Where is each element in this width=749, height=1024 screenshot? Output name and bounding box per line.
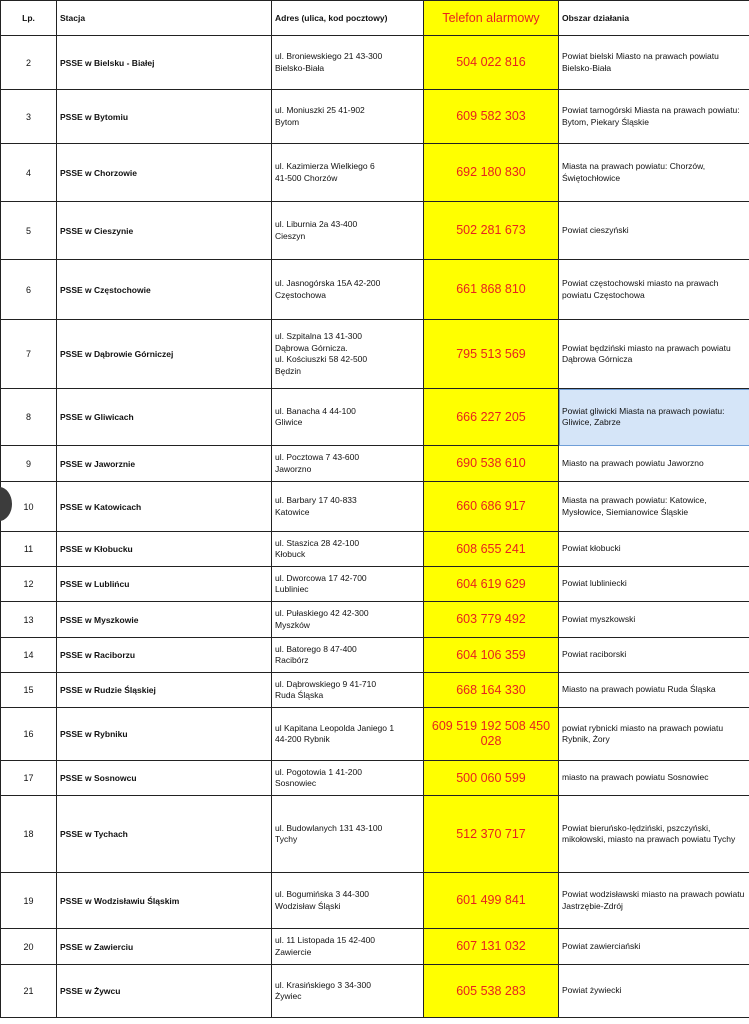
header-adres: Adres (ulica, kod pocztowy) <box>272 1 424 36</box>
row-telefon[interactable]: 601 499 841 <box>424 873 559 929</box>
row-telefon[interactable]: 690 538 610 <box>424 446 559 482</box>
row-telefon[interactable]: 607 131 032 <box>424 929 559 965</box>
row-telefon[interactable]: 504 022 816 <box>424 36 559 90</box>
row-lp: 13 <box>1 602 57 638</box>
row-obszar: powiat rybnicki miasto na prawach powiatu Rybnik, Żory <box>559 708 749 761</box>
row-lp: 6 <box>1 260 57 320</box>
row-obszar: Powiat tarnogórski Miasta na prawach powiatu: Bytom, Piekary Śląskie <box>559 90 749 144</box>
row-lp: 4 <box>1 144 57 202</box>
row-stacja: PSSE w Raciborzu <box>57 638 272 673</box>
row-adres: ul. Bogumińska 3 44-300 Wodzisław Śląski <box>272 873 424 929</box>
row-telefon[interactable]: 605 538 283 <box>424 965 559 1018</box>
row-lp: 3 <box>1 90 57 144</box>
table-row <box>1 602 749 638</box>
row-lp: 17 <box>1 761 57 796</box>
row-obszar: Powiat wodzisławski miasto na prawach powiatu Jastrzębie-Zdrój <box>559 873 749 929</box>
row-telefon[interactable]: 666 227 205 <box>424 389 559 446</box>
row-stacja: PSSE w Bielsku - Białej <box>57 36 272 90</box>
row-stacja: PSSE w Cieszynie <box>57 202 272 260</box>
row-obszar: Miasto na prawach powiatu Jaworzno <box>559 446 749 482</box>
row-telefon[interactable]: 660 686 917 <box>424 482 559 532</box>
header-stacja: Stacja <box>57 1 272 36</box>
table-row <box>1 929 749 965</box>
row-telefon[interactable]: 609 582 303 <box>424 90 559 144</box>
row-adres: ul. Jasnogórska 15A 42-200 Częstochowa <box>272 260 424 320</box>
row-obszar: Powiat częstochowski miasto na prawach powiatu Częstochowa <box>559 260 749 320</box>
table-row <box>1 90 749 144</box>
row-stacja: PSSE w Jaworznie <box>57 446 272 482</box>
row-stacja: PSSE w Wodzisławiu Śląskim <box>57 873 272 929</box>
row-adres: ul. Banacha 4 44-100 Gliwice <box>272 389 424 446</box>
row-adres: ul. Szpitalna 13 41-300 Dąbrowa Górnicza. ul. Kościuszki 58 42-500 Będzin <box>272 320 424 389</box>
row-stacja: PSSE w Lublińcu <box>57 567 272 602</box>
row-adres: ul. Batorego 8 47-400 Racibórz <box>272 638 424 673</box>
row-adres: ul. Krasińskiego 3 34-300 Żywiec <box>272 965 424 1018</box>
row-adres: ul. Pogotowia 1 41-200 Sosnowiec <box>272 761 424 796</box>
row-adres: ul. Pułaskiego 42 42-300 Myszków <box>272 602 424 638</box>
table-row <box>1 482 749 532</box>
row-stacja: PSSE w Rybniku <box>57 708 272 761</box>
row-obszar: miasto na prawach powiatu Sosnowiec <box>559 761 749 796</box>
table-row <box>1 260 749 320</box>
table-row <box>1 761 749 796</box>
row-obszar: Miasta na prawach powiatu: Katowice, Mysłowice, Siemianowice Śląskie <box>559 482 749 532</box>
row-stacja: PSSE w Tychach <box>57 796 272 873</box>
row-lp: 20 <box>1 929 57 965</box>
row-telefon[interactable]: 795 513 569 <box>424 320 559 389</box>
header-obszar: Obszar działania <box>559 1 749 36</box>
row-obszar: Powiat gliwicki Miasta na prawach powiatu: Gliwice, Zabrze <box>559 389 749 446</box>
table-row <box>1 446 749 482</box>
table-row <box>1 567 749 602</box>
row-lp: 8 <box>1 389 57 446</box>
row-stacja: PSSE w Dąbrowie Górniczej <box>57 320 272 389</box>
row-telefon[interactable]: 603 779 492 <box>424 602 559 638</box>
table-row <box>1 673 749 708</box>
table-row <box>1 708 749 761</box>
row-adres: ul. Liburnia 2a 43-400 Cieszyn <box>272 202 424 260</box>
row-adres: ul. Dworcowa 17 42-700 Lubliniec <box>272 567 424 602</box>
header-telefon: Telefon alarmowy <box>424 1 559 36</box>
row-adres: ul. Barbary 17 40-833 Katowice <box>272 482 424 532</box>
row-lp: 9 <box>1 446 57 482</box>
table-row <box>1 873 749 929</box>
row-obszar: Powiat cieszyński <box>559 202 749 260</box>
row-adres: ul. Moniuszki 25 41-902 Bytom <box>272 90 424 144</box>
row-stacja: PSSE w Myszkowie <box>57 602 272 638</box>
row-obszar: Powiat lubliniecki <box>559 567 749 602</box>
row-stacja: PSSE w Częstochowie <box>57 260 272 320</box>
row-adres: ul. Kazimierza Wielkiego 6 41-500 Chorzów <box>272 144 424 202</box>
table-row <box>1 144 749 202</box>
row-stacja: PSSE w Chorzowie <box>57 144 272 202</box>
row-telefon[interactable]: 604 619 629 <box>424 567 559 602</box>
row-lp: 21 <box>1 965 57 1018</box>
row-adres: ul. Pocztowa 7 43-600 Jaworzno <box>272 446 424 482</box>
table-row <box>1 532 749 567</box>
row-obszar: Powiat żywiecki <box>559 965 749 1018</box>
row-obszar: Powiat bielski Miasto na prawach powiatu Bielsko-Biała <box>559 36 749 90</box>
row-obszar: Powiat kłobucki <box>559 532 749 567</box>
row-obszar: Powiat myszkowski <box>559 602 749 638</box>
header-lp: Lp. <box>1 1 57 36</box>
row-adres: ul. Staszica 28 42-100 Kłobuck <box>272 532 424 567</box>
row-telefon[interactable]: 692 180 830 <box>424 144 559 202</box>
table-row <box>1 638 749 673</box>
row-lp: 5 <box>1 202 57 260</box>
row-lp: 10 <box>1 482 57 532</box>
row-telefon[interactable]: 608 655 241 <box>424 532 559 567</box>
table-row <box>1 389 749 446</box>
row-stacja: PSSE w Gliwicach <box>57 389 272 446</box>
row-stacja: PSSE w Zawierciu <box>57 929 272 965</box>
row-telefon[interactable]: 502 281 673 <box>424 202 559 260</box>
row-lp: 11 <box>1 532 57 567</box>
row-adres: ul. Budowlanych 131 43-100 Tychy <box>272 796 424 873</box>
row-lp: 14 <box>1 638 57 673</box>
row-obszar: Powiat bieruńsko-lędziński, pszczyński, mikołowski, miasto na prawach powiatu Tychy <box>559 796 749 873</box>
header-row <box>1 1 749 36</box>
row-stacja: PSSE w Kłobucku <box>57 532 272 567</box>
row-obszar: Miasto na prawach powiatu Ruda Śląska <box>559 673 749 708</box>
row-telefon[interactable]: 609 519 192 508 450 028 <box>424 708 559 761</box>
row-adres: ul. Dąbrowskiego 9 41-710 Ruda Śląska <box>272 673 424 708</box>
row-lp: 2 <box>1 36 57 90</box>
row-stacja: PSSE w Bytomiu <box>57 90 272 144</box>
row-obszar: Powiat będziński miasto na prawach powiatu Dąbrowa Górnicza <box>559 320 749 389</box>
row-telefon[interactable]: 668 164 330 <box>424 673 559 708</box>
row-stacja: PSSE w Katowicach <box>57 482 272 532</box>
row-telefon[interactable]: 512 370 717 <box>424 796 559 873</box>
row-stacja: PSSE w Żywcu <box>57 965 272 1018</box>
table-row <box>1 965 749 1018</box>
row-stacja: PSSE w Sosnowcu <box>57 761 272 796</box>
row-stacja: PSSE w Rudzie Śląskiej <box>57 673 272 708</box>
row-lp: 18 <box>1 796 57 873</box>
row-lp: 7 <box>1 320 57 389</box>
row-obszar: Powiat zawierciański <box>559 929 749 965</box>
table-row <box>1 36 749 90</box>
row-telefon[interactable]: 604 106 359 <box>424 638 559 673</box>
row-obszar: Powiat raciborski <box>559 638 749 673</box>
table-row <box>1 320 749 389</box>
row-lp: 16 <box>1 708 57 761</box>
row-lp: 12 <box>1 567 57 602</box>
row-obszar: Miasta na prawach powiatu: Chorzów, Świętochłowice <box>559 144 749 202</box>
row-lp: 19 <box>1 873 57 929</box>
row-telefon[interactable]: 500 060 599 <box>424 761 559 796</box>
row-lp: 15 <box>1 673 57 708</box>
table-row <box>1 796 749 873</box>
row-adres: ul Kapitana Leopolda Janiego 1 44-200 Rybnik <box>272 708 424 761</box>
row-adres: ul. 11 Listopada 15 42-400 Zawiercie <box>272 929 424 965</box>
row-telefon[interactable]: 661 868 810 <box>424 260 559 320</box>
row-adres: ul. Broniewskiego 21 43-300 Bielsko-Biała <box>272 36 424 90</box>
table-row <box>1 202 749 260</box>
